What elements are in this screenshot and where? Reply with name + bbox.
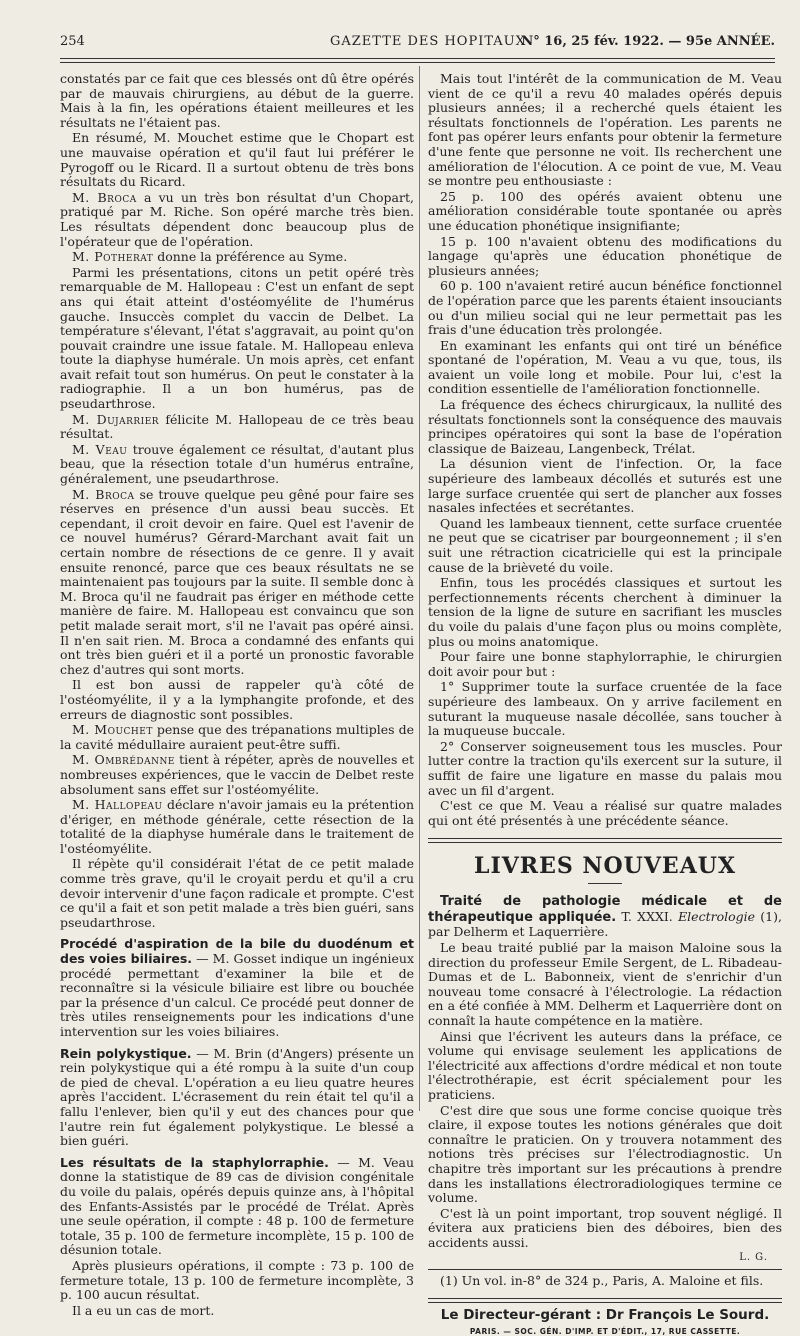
report-paragraph [60, 443, 414, 487]
report-heading: Procédé d'aspiration de la bile du duodénum et des voies biliaires. [60, 936, 414, 967]
speaker-name: M. Potherat [72, 249, 154, 265]
report-paragraph [428, 576, 782, 649]
review-signature: L. G. [739, 1251, 768, 1263]
report-paragraph [428, 650, 782, 679]
paragraph-text: En résumé, M. Mouchet estime que le Chopart est une mauvaise opération et qu'il faut lui préférer le Pyrogoff ou le Ricard. Il a surtout obtenu de très bons résultats du Ricard. [60, 130, 414, 190]
section-rule [428, 838, 782, 843]
book-subject: Electrologie [678, 908, 756, 924]
society-report-continued [428, 72, 782, 828]
paragraph-text: En examinant les enfants qui ont tiré un bénéfice spontané de l'opération, M. Veau a vu que, tous, ils avaient un voile long et mobile. Pour lui, c'est la condition essentielle de l'amélioration fonctionnelle. [428, 337, 782, 397]
speaker-name: M. Veau [72, 441, 128, 457]
report-paragraph [428, 680, 782, 738]
speaker-name: M. Broca [72, 486, 135, 502]
paragraph-text: trouve également ce résultat, d'autant plus beau, que la résection totale d'un humérus entraîne, généralement, une pseudarthrose. [60, 441, 414, 487]
paragraph-text: Mais tout l'intérêt de la communication de M. Veau vient de ce qu'il a revu 40 malades opérés depuis plusieurs années; il a recherché quels étaient les résultats fonctionnels de l'opération. Les parents ne font pas opérer leurs enfants pour obtenir la fermeture d'une fente que personne ne voit. Ils recherchent une amélioration de l'élocution. A ce point de vue, M. Veau se montre peu enthousiaste : [428, 71, 782, 189]
report-paragraph [428, 457, 782, 515]
paragraph-text: — M. Gosset indique un ingénieux procédé permettant d'examiner la bile et de reconnaître si la vésicule biliaire est libre ou bouchée par la présence d'un calcul. Ce procédé peut donner de très utiles renseignements pour les indications d'une intervention sur les voies biliaires. [60, 951, 414, 1039]
report-paragraph [60, 131, 414, 189]
report-paragraph [60, 413, 414, 442]
paragraph-text: La désunion vient de l'infection. Or, la face supérieure des lambeaux décollés et suturés est une large surface cruentée qui sert de plancher aux fosses nasales infectées et secrétantes. [428, 456, 782, 516]
paragraph-text: se trouve quelque peu gêné pour faire ses réserves en présence d'un aussi beau succès. Et cependant, il croit devoir en faire. Quel est l'avenir de ce nouvel humérus? Gérard-Marchant avait fait un certain nombre de résections de ce genre. Il y avait ensuite renoncé, parce que ces beaux résultats ne se maintenaient pas toujours par la suite. Il semble donc à M. Broca qu'il ne faudrait pas ériger en méthode cette manière de faire. M. Hallopeau est convaincu que son petit malade serait mort, s'il ne l'avait pas opéré ainsi. Il n'en sait rien. M. Broca a condamné des enfants qui ont très bien guéri et il a porté un pronostic favorable chez d'autres qui sont morts. [60, 486, 414, 677]
report-paragraph [60, 250, 414, 265]
footnote-rule [428, 1269, 782, 1270]
report-heading-paragraph [60, 1047, 414, 1149]
footnote: (1) Un vol. in-8° de 324 p., Paris, A. Maloine et fils. [440, 1272, 764, 1288]
report-heading-paragraph [60, 1156, 414, 1258]
paragraph-text: Il répète qu'il considérait l'état de ce petit malade comme très grave, qu'il le croyait perdu et qu'il a cru devoir intervenir d'une façon radicale et prompte. C'est ce qu'il a fait et son petit malade a très bien guéri, sans pseudarthrose. [60, 856, 414, 930]
director-line: Le Directeur-gérant : Dr François Le Sourd. [440, 1307, 770, 1324]
paragraph-text: 25 p. 100 des opérés avaient obtenu une amélioration considérable toute spontanée ou après une éducation phonétique insignifiante; [428, 188, 782, 233]
report-paragraph [60, 72, 414, 130]
paragraph-text: Il a eu un cas de mort. [72, 1302, 215, 1318]
paragraph-text: donne la préférence au Syme. [153, 249, 348, 265]
paragraph-text: La fréquence des échecs chirurgicaux, la nullité des résultats fonctionnels sont la conséquence des mauvais principes opératoires qui sont la base de l'opération classique de Baizeau, Langenbeck, Trélat. [428, 397, 782, 456]
report-paragraph [428, 339, 782, 397]
column-divider [419, 66, 420, 1111]
report-paragraph [60, 753, 414, 797]
report-paragraph [428, 190, 782, 234]
report-paragraph [60, 1304, 414, 1319]
speaker-name: M. Ombrédanne [72, 752, 175, 768]
review-paragraph: C'est dire que sous une forme concise quoique très claire, il expose toutes les notions générales que doit connaître le praticien. On y trouvera notamment des notions très précises sur l'électrodiagnostic. Un chapitre très important sur les précautions à prendre dans les installations électroradiologiques termine ce volume. [428, 1102, 782, 1206]
report-paragraph [428, 235, 782, 279]
report-heading: Les résultats de la staphylorraphie. [60, 1154, 329, 1170]
section-title: LIVRES NOUVEAUX [473, 853, 737, 880]
paragraph-text: déclare n'avoir jamais eu la prétention d'ériger, en méthode générale, cette résection de la totalité de la diaphyse humérale dans le traitement de l'ostéomyélite. [60, 797, 414, 856]
speaker-name: M. Hallopeau [72, 797, 163, 813]
report-paragraph [60, 857, 414, 930]
report-paragraph [60, 266, 414, 412]
paragraph-text: Après plusieurs opérations, il compte : 73 p. 100 de fermeture totale, 13 p. 100 de fermeture incomplète, 3 p. 100 aucun résultat. [60, 1257, 414, 1303]
paragraph-text: Enfin, tous les procédés classiques et surtout les perfectionnements récents cherchent à diminuer la tension de la ligne de suture en sacrifiant les muscles du voile du palais d'une façon plus ou moins complète, plus ou moins anatomique. [428, 575, 782, 649]
review-paragraph: Le beau traité publié par la maison Maloine sous la direction du professeur Emile Sergent, de L. Ribadeau-Dumas et de L. Babonneix, vient de s'enrichir d'un nouveau tome consacré à l'électrologie. La rédaction en a été confiée à MM. Delherm et Laquerrière dont on connaît la haute compétence en la matière. [428, 940, 782, 1029]
book-title-main: Traité de pathologie médicale et de thérapeutique appliquée. [428, 894, 782, 925]
title-underline [588, 883, 622, 884]
paragraph-text: 15 p. 100 n'avaient obtenu des modifications du langage qu'après une éducation phonétique de plusieurs années; [428, 233, 782, 278]
report-paragraph [428, 517, 782, 575]
paragraph-text: Il est bon aussi de rappeler qu'à côté de l'ostéomyélite, il y a la lymphangite profonde, et des erreurs de diagnostic sont possibles. [60, 677, 414, 722]
paragraph-text: 2° Conserver soigneusement tous les muscles. Pour lutter contre la traction qu'ils exercent sur la suture, il suffit de faire une ligature en masse du palais mou avec un fil d'argent. [428, 738, 782, 798]
book-authors: (1), par Delherm et Laquerrière. [428, 908, 782, 940]
paragraph-text: — M. Brin (d'Angers) présente un rein polykystique qui a été rompu à la suite d'un coup de pied de cheval. L'opération a eu lieu quatre heures après l'accident. L'écrasement du rein était tel qu'il a fallu l'enlever, bien qu'il y eut des chances pour que l'autre rein fut également polykystique. Le blessé a bien guéri. [60, 1045, 415, 1149]
page-header [60, 30, 775, 54]
report-heading: Rein polykystique. [60, 1045, 192, 1061]
issue-info: N° 16, 25 fév. 1922. — 95e ANNÉE. [521, 34, 775, 49]
report-paragraph [60, 191, 414, 249]
paragraph-text: — M. Veau donne la statistique de 89 cas de division congénitale du voile du palais, opérés depuis quinze ans, à l'hôpital des Enfants-Assistés par le procédé de Trélat. Après une seule opération, il compte : 48 p. 100 de fermeture totale, 35 p. 100 de fermeture incomplète, 15 p. 100 de désunion totale. [60, 1154, 414, 1258]
review-paragraph: Ainsi que l'écrivent les auteurs dans la préface, ce volume qui envisage seulement les applications de l'électricité aux affections d'ordre médical et non toute l'électrothérapie, est écrit spécialement pour les praticiens. [428, 1028, 782, 1102]
paragraph-text: 1° Supprimer toute la surface cruentée de la face supérieure des lambeaux. On y arrive facilement en suturant la muqueuse nasale décollée, sans toucher à la muqueuse buccale. [428, 679, 782, 739]
header-rule-second [60, 62, 775, 63]
speaker-name: M. Broca [72, 189, 137, 205]
paragraph-text: C'est ce que M. Veau a réalisé sur quatre malades qui ont été présentés à une précédente séance. [428, 798, 782, 828]
paragraph-text: a vu un très bon résultat d'un Chopart, pratiqué par M. Riche. Son opéré marche très bien. Les résultats dépendent donc beaucoup plus de l'opérateur que de l'opération. [60, 189, 414, 249]
report-paragraph [428, 799, 782, 828]
report-paragraph [428, 72, 782, 189]
review-paragraph: C'est là un point important, trop souvent négligé. Il évitera aux praticiens bien des déboires, bien des accidents aussi. [428, 1205, 782, 1250]
paragraph-text: Pour faire une bonne staphylorraphie, le chirurgien doit avoir pour but : [428, 649, 782, 679]
right-column [428, 71, 782, 1336]
speaker-name: M. Dujarrier [72, 411, 160, 427]
paragraph-text: félicite M. Hallopeau de ce très beau résultat. [60, 411, 414, 442]
report-paragraph [428, 279, 782, 337]
report-paragraph [60, 723, 414, 752]
book-review [428, 941, 782, 1250]
report-heading-paragraph [60, 937, 414, 1039]
footer-rule [428, 1298, 782, 1303]
page-number: 254 [60, 34, 85, 49]
paragraph-text: tient à répéter, après de nouvelles et nombreuses expériences, que le vaccin de Delbet reste absolument sans effet sur l'ostéomyélite. [60, 752, 414, 797]
report-paragraph [428, 740, 782, 798]
report-paragraph [428, 398, 782, 456]
paragraph-text: Parmi les présentations, citons un petit opéré très remarquable de M. Hallopeau : C'est un enfant de sept ans qui était atteint d'ostéomyélite de l'humérus gauche. Insuccès complet du vaccin de Delbet. La température s'élevant, l'état s'aggravait, au point qu'on pouvait craindre une issue fatale. M. Hallopeau enleva toute la diaphyse humérale. Un mois après, cet enfant avait refait tout son humérus. On peut le constater à la radiographie. Il a un bon humérus, pas de pseudarthrose. [60, 264, 414, 412]
book-volume: T. XXXI. [616, 908, 679, 924]
journal-title: GAZETTE DES HOPITAUX [330, 34, 526, 49]
paragraph-text: constatés par ce fait que ces blessés ont dû être opérés par de mauvais chirurgiens, au début de la guerre. Mais à la fin, les opérations étaient meilleures et les résultats ne l'étaient pas. [60, 71, 414, 130]
report-paragraph [60, 798, 414, 856]
header-rule [60, 58, 775, 59]
paragraph-text: pense que des trépanations multiples de la cavité médullaire auraient peut-être suffi. [60, 722, 414, 752]
left-column [60, 71, 415, 1318]
printer-line: PARIS. — SOC. GÉN. D'IMP. ET D'ÉDIT., 17, RUE CASSETTE. [469, 1327, 741, 1336]
book-title [428, 894, 782, 940]
paragraph-text: Quand les lambeaux tiennent, cette surface cruentée ne peut que se cicatriser par bourgeonnement ; il s'en suit une rétraction cicatricielle qui est la principale cause de la brièveté du voile. [428, 515, 782, 575]
report-paragraph [60, 1259, 414, 1303]
report-paragraph [60, 678, 414, 722]
paragraph-text: 60 p. 100 n'avaient retiré aucun bénéfice fonctionnel de l'opération parce que les parents étaient insouciants ou d'un milieu social qui ne leur permettait pas les frais d'une éducation très prolongée. [428, 278, 782, 338]
report-paragraph [60, 488, 414, 678]
speaker-name: M. Mouchet [72, 722, 153, 738]
